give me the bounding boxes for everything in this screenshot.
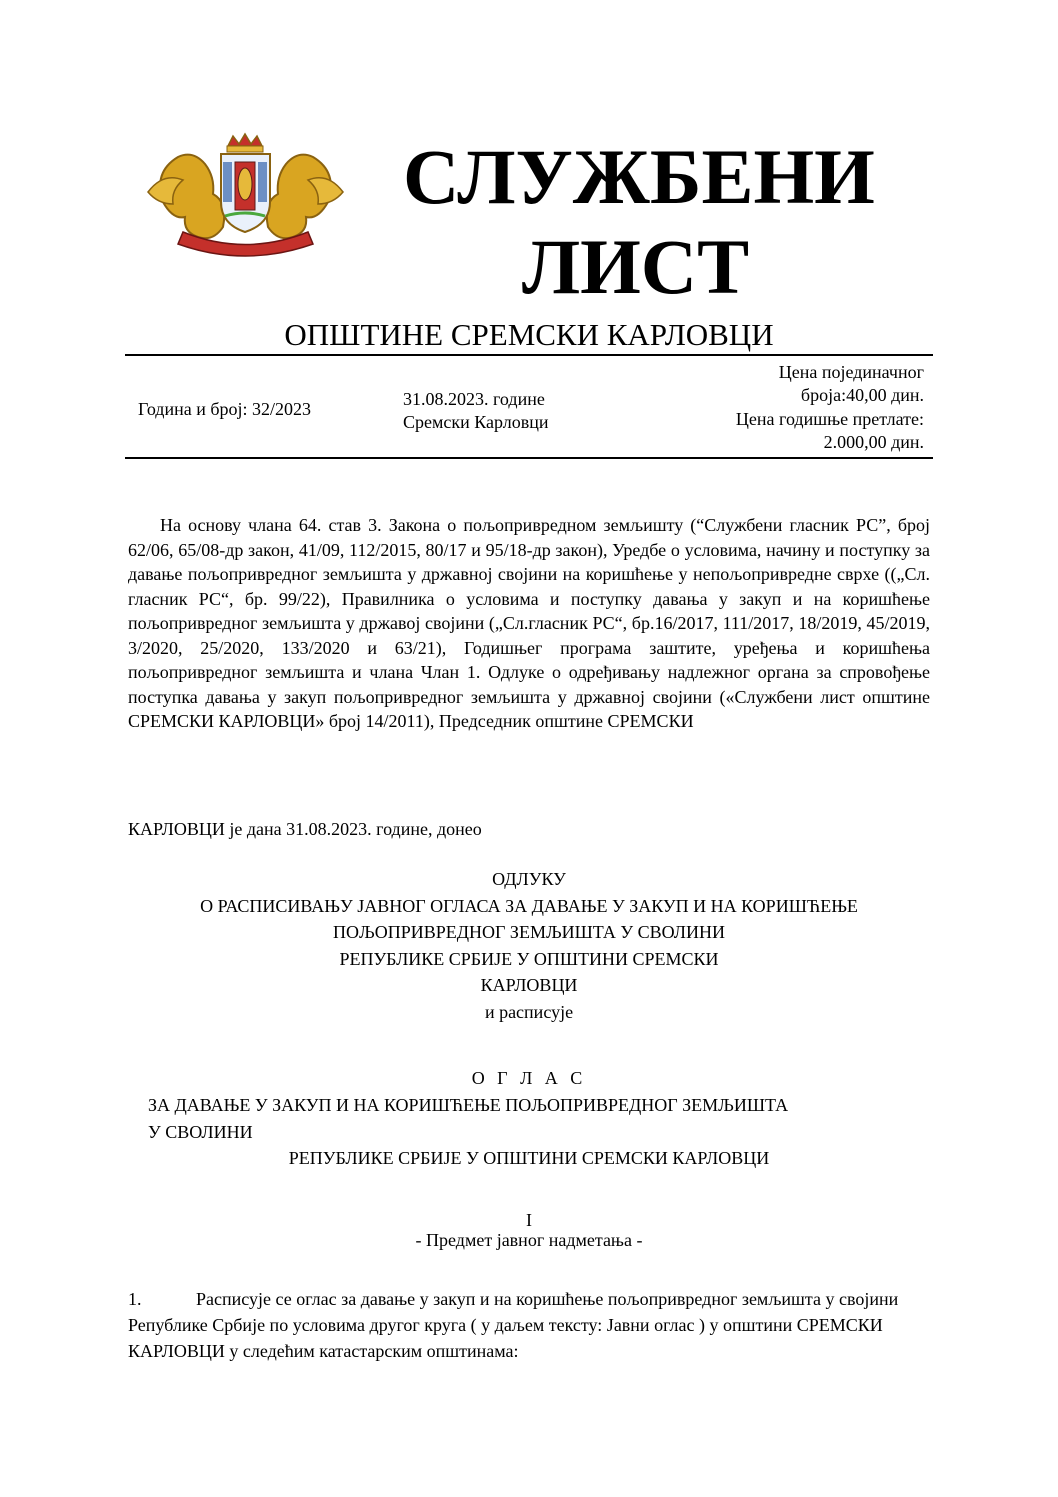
price-line: Цена годишње претлате: xyxy=(735,408,924,429)
decision-heading xyxy=(0,866,1058,1025)
issue-place: Сремски Карловци xyxy=(403,412,549,433)
price-line: 2.000,00 дин. xyxy=(823,432,924,453)
price-line: броја:40,00 дин. xyxy=(800,385,924,406)
issue-number: Година и број: 32/2023 xyxy=(138,399,312,419)
intro-paragraph: На основу члана 64. став 3. Закона о пољопривредном земљишту (“Службени гласник РС”, број 62/06, 65/08-др закон, 41/09, 112/2015, 80/17 и 95/18-др закон), Уредбе о условима, начину и поступку за давање пољопривредног земљишта у државној својини на коришћење у непољопривредне сврхе ((„Сл. гласник РС“, бр. 99/22), Правилника о условима и поступку давања у закуп и на коришћење пољопривредног земљишта у државој својини („Сл.гласник РС“, бр.16/2017, 111/2017, 18/2019, 45/2019, 3/2020, 25/2020, 133/2020 и 63/21), Годишњег програма заштите, уређења и коришћења пољопривредног земљишта и члана Члан 1. Одлуке о одређивању надлежног органа за спровођење поступка давања у закуп пољопривредног земљишта у државној својини («Службени лист општине СРЕМСКИ КАРЛОВЦИ» број 14/2011), Председник општине СРЕМСКИ xyxy=(128,515,930,731)
masthead-subtitle: ОПШТИНЕ СРЕМСКИ КАРЛОВЦИ xyxy=(284,317,774,352)
intro-paragraph-tail: КАРЛОВЦИ је дана 31.08.2023. године, донео xyxy=(128,819,482,839)
notice-line: ЗА ДАВАЊЕ У ЗАКУП И НА КОРИШЋЕЊЕ ПОЉОПРИВРЕДНОГ ЗЕМЉИШТА xyxy=(148,1095,789,1115)
decision-line: КАРЛОВЦИ xyxy=(480,975,578,995)
issue-date: 31.08.2023. године xyxy=(403,389,545,409)
decision-line: ПОЉОПРИВРЕДНОГ ЗЕМЉИШТА У СВОЛИНИ xyxy=(333,922,725,942)
notice-subheading xyxy=(148,1092,928,1172)
price-line: Цена појединачног xyxy=(778,362,924,382)
section-title: - Предмет јавног надметања - xyxy=(415,1230,643,1250)
decision-line: О РАСПИСИВАЊУ ЈАВНОГ ОГЛАСА ЗА ДАВАЊЕ У ЗАКУП И НА КОРИШЋЕЊЕ xyxy=(200,895,858,916)
price-block xyxy=(736,361,924,455)
notice-line: У СВОЛИНИ xyxy=(148,1121,253,1142)
decision-line: РЕПУБЛИКЕ СРБИЈЕ У ОПШТИНИ СРЕМСКИ xyxy=(339,948,719,969)
decision-line: ОДЛУКУ xyxy=(492,869,566,889)
masthead-title-line2: ЛИСТ xyxy=(522,223,750,310)
masthead-title-line1: СЛУЖБЕНИ xyxy=(403,133,875,220)
date-place-block xyxy=(403,388,549,435)
header-top-rule xyxy=(125,354,933,356)
header-bottom-rule xyxy=(125,457,933,459)
decision-line: и расписује xyxy=(484,1001,574,1022)
point-text: Расписује се оглас за давање у закуп и на коришћење пољопривредног земљишта у својини Републике Србије по условима другог круга ( у даљем тексту: Јавни оглас ) у општини СРЕМСКИ КАРЛОВЦИ у следећим катастарским општинама: xyxy=(128,1289,899,1361)
notice-line: РЕПУБЛИКЕ СРБИЈЕ У ОПШТИНИ СРЕМСКИ КАРЛОВЦИ xyxy=(288,1148,770,1168)
point-number: 1. xyxy=(128,1289,142,1309)
notice-heading: О Г Л А С xyxy=(471,1068,587,1088)
point-1-paragraph xyxy=(128,1286,930,1364)
section-number: I xyxy=(526,1210,532,1230)
coat-of-arms-emblem xyxy=(143,132,348,257)
